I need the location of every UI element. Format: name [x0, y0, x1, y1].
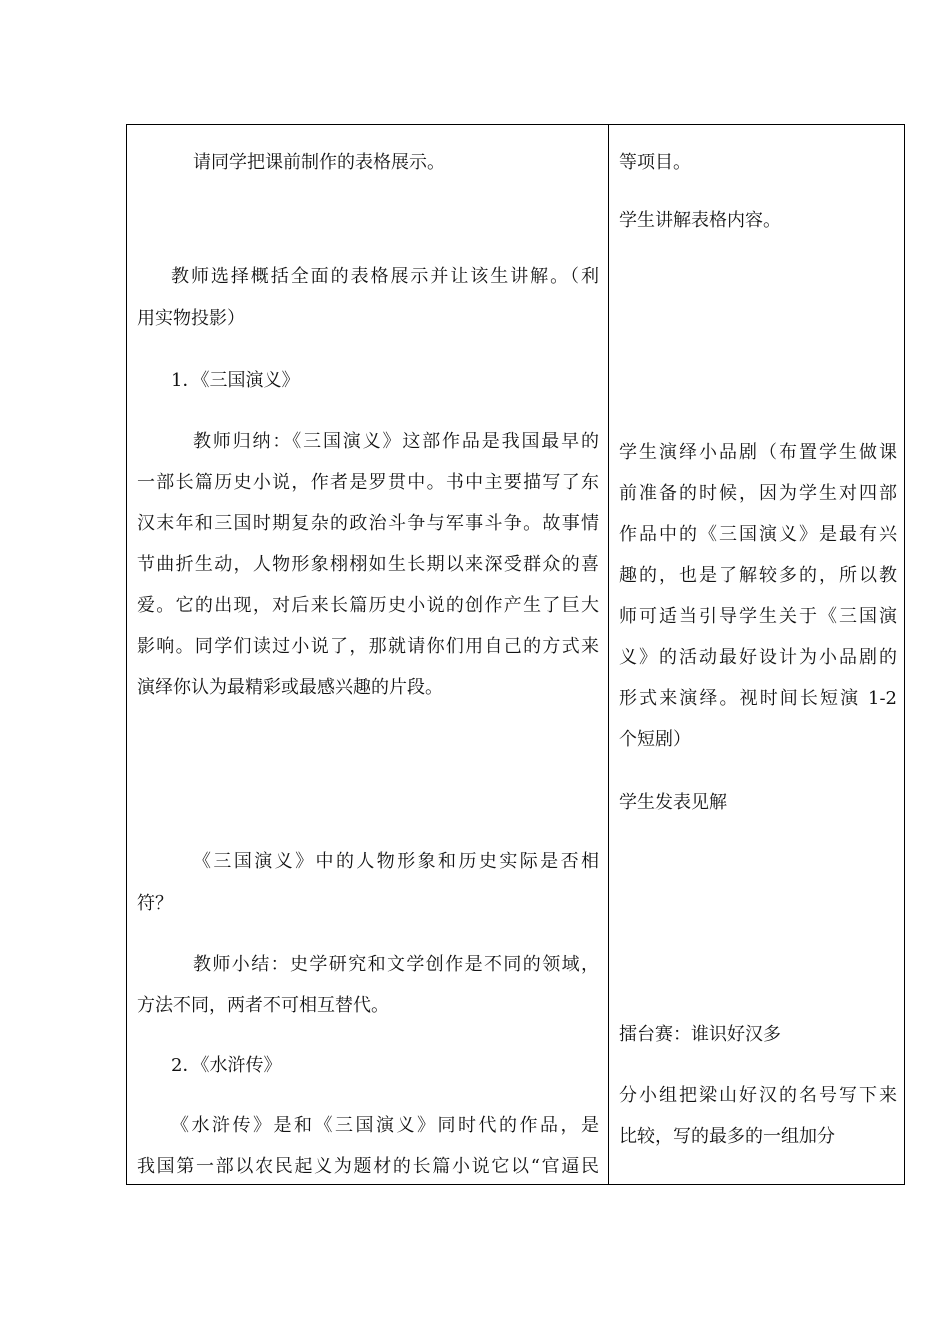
show-tables-text: 请同学把课前制作的表格展示。	[193, 152, 445, 173]
summary-line-2: 一部长篇历史小说，作者是罗贯中。书中主要描写了东	[137, 472, 599, 493]
group-line-1: 分小组把梁山好汉的名号写下来	[619, 1085, 897, 1106]
conclusion-line-1: 教师小结：史学研究和文学创作是不同的领域，	[193, 954, 599, 975]
question-line-1: 《三国演义》中的人物形象和历史实际是否相	[193, 851, 599, 872]
skit-line-3: 作品中的《三国演义》是最有兴	[619, 524, 897, 545]
skit-line-4: 趣的，也是了解较多的，所以教	[619, 565, 897, 586]
summary-line-3: 汉末年和三国时期复杂的政治斗争与军事斗争。故事情	[137, 513, 599, 534]
summary-line-4: 节曲折生动，人物形象栩栩如生长期以来深受群众的喜	[137, 554, 599, 575]
summary-line-7: 演绎你认为最精彩或最感兴趣的片段。	[137, 677, 443, 698]
shuihu-line-2: 我国第一部以农民起义为题材的长篇小说它以“官逼民	[137, 1156, 599, 1177]
skit-line-6: 义》的活动最好设计为小品剧的	[619, 647, 897, 668]
explain-text: 学生讲解表格内容。	[619, 210, 781, 231]
teacher-select-line-2: 用实物投影）	[137, 308, 245, 329]
skit-line-8: 个短剧）	[619, 729, 691, 750]
group-line-2: 比较，写的最多的一组加分	[619, 1126, 835, 1147]
lesson-plan-table	[126, 124, 905, 1185]
contest-text: 擂台赛：谁识好汉多	[619, 1024, 781, 1045]
shuihu-line-1: 《水浒传》是和《三国演义》同时代的作品，是	[171, 1115, 599, 1136]
summary-line-1: 教师归纳：《三国演义》这部作品是我国最早的	[193, 431, 599, 452]
items-text: 等项目。	[619, 152, 691, 173]
skit-line-2: 前准备的时候，因为学生对四部	[619, 483, 897, 504]
column-divider	[608, 125, 609, 1184]
skit-line-1: 学生演绎小品剧（布置学生做课	[619, 442, 897, 463]
section-heading-shuihu: 2．《水浒传》	[171, 1055, 282, 1076]
section-heading-sanguo: 1．《三国演义》	[171, 370, 300, 391]
skit-line-5: 师可适当引导学生关于《三国演	[619, 606, 897, 627]
teacher-select-line-1: 教师选择概括全面的表格展示并让该生讲解。（利	[171, 266, 599, 287]
conclusion-line-2: 方法不同，两者不可相互替代。	[137, 995, 389, 1016]
opinion-text: 学生发表见解	[619, 792, 727, 813]
question-line-2: 符？	[137, 893, 173, 914]
summary-line-5: 爱。它的出现，对后来长篇历史小说的创作产生了巨大	[137, 595, 599, 616]
summary-line-6: 影响。同学们读过小说了，那就请你们用自己的方式来	[137, 636, 599, 657]
skit-line-7: 形式来演绎。视时间长短演 1-2	[619, 688, 897, 709]
